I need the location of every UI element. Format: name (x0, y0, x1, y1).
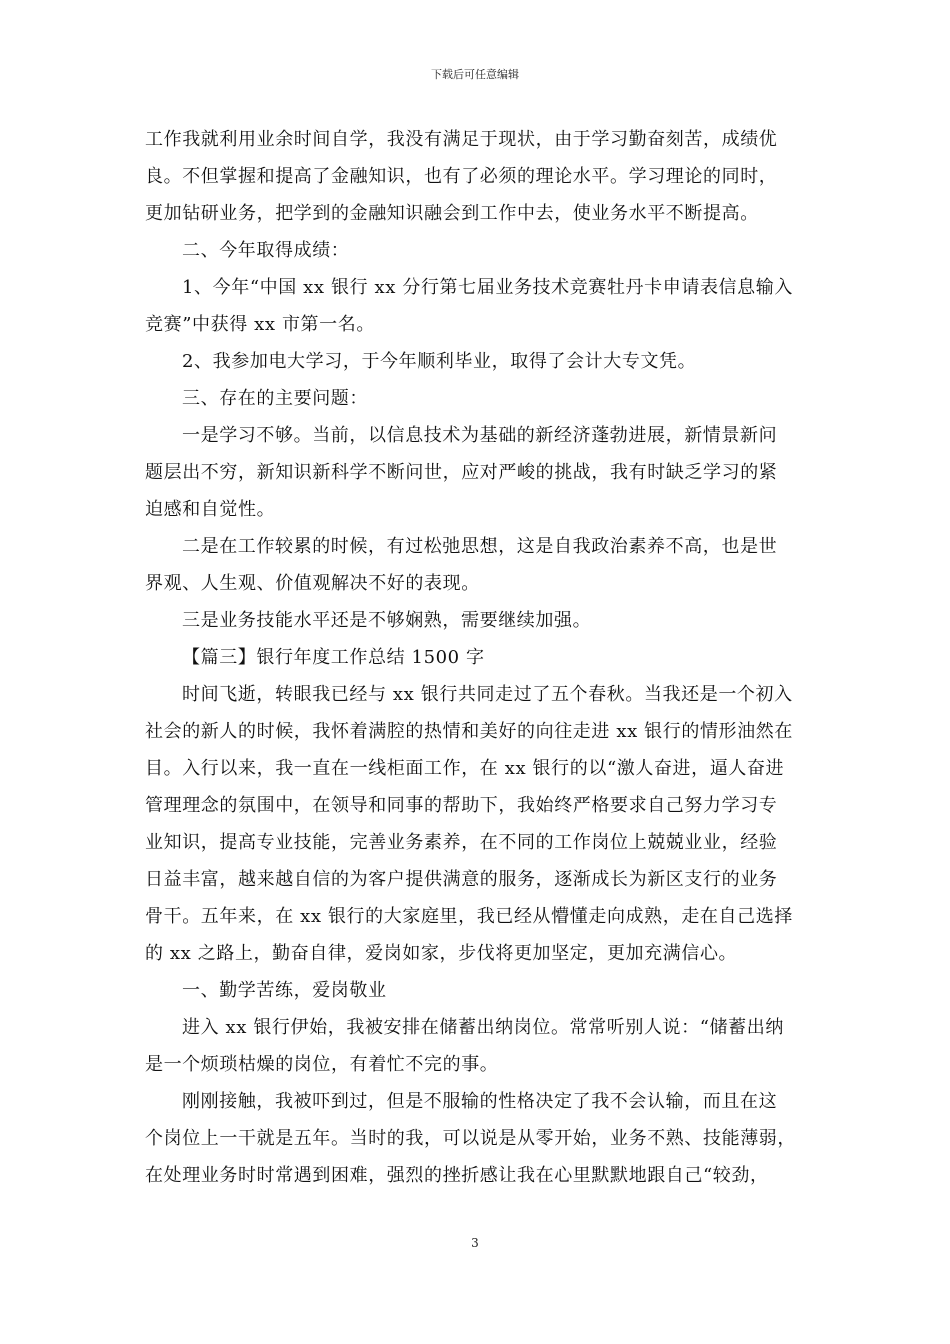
text-line: 业知识，提高专业技能，完善业务素养，在不同的工作岗位上兢兢业业，经验 (145, 832, 778, 853)
page-header: 下载后可任意编辑 (431, 68, 519, 81)
text-line: 在处理业务时时常遇到困难，强烈的挫折感让我在心里默默地跟自己“较劲， (145, 1165, 769, 1186)
text-line: 管理理念的氛围中，在领导和同事的帮助下，我始终严格要求自己努力学习专 (145, 795, 778, 816)
section-heading: 三、存在的主要问题： (182, 388, 368, 409)
text-line: 更加钻研业务，把学到的金融知识融会到工作中去，使业务水平不断提高。 (145, 203, 759, 224)
text-line: 迫感和自觉性。 (145, 499, 276, 520)
text-line: 2、我参加电大学习，于今年顺利毕业，取得了会计大专文凭。 (182, 351, 697, 372)
document-body (145, 121, 809, 1194)
text-line: 良。不但掌握和提高了金融知识，也有了必须的理论水平。学习理论的同时， (145, 166, 778, 187)
section-heading: 二、今年取得成绩： (182, 240, 350, 261)
section-heading: 一、勤学苦练，爱岗敬业 (182, 980, 387, 1001)
text-line: 进入 xx 银行伊始，我被安排在储蓄出纳岗位。常常听别人说：“储蓄出纳 (182, 1017, 784, 1038)
text-line: 骨干。五年来，在 xx 银行的大家庭里，我已经从懵懂走向成熟，走在自己选择 (145, 906, 793, 927)
text-line: 是一个烦琐枯燥的岗位，有着忙不完的事。 (145, 1054, 499, 1075)
text-line: 界观、人生观、价值观解决不好的表现。 (145, 573, 480, 594)
page-number: 3 (471, 1236, 479, 1250)
text-line: 时间飞逝，转眼我已经与 xx 银行共同走过了五个春秋。当我还是一个初入 (182, 684, 793, 705)
text-line: 题层出不穷，新知识新科学不断问世，应对严峻的挑战，我有时缺乏学习的紧 (145, 462, 778, 483)
text-line: 日益丰富，越来越自信的为客户提供满意的服务，逐渐成长为新区支行的业务 (145, 869, 778, 890)
text-line: 个岗位上一干就是五年。当时的我，可以说是从零开始，业务不熟、技能薄弱， (145, 1128, 796, 1149)
text-line: 一是学习不够。当前，以信息技术为基础的新经济蓬勃进展，新情景新问 (182, 425, 778, 446)
text-line: 二是在工作较累的时候，有过松弛思想，这是自我政治素养不高，也是世 (182, 536, 778, 557)
text-line: 工作我就利用业余时间自学，我没有满足于现状，由于学习勤奋刻苦，成绩优 (145, 129, 778, 150)
text-line: 社会的新人的时候，我怀着满腔的热情和美好的向往走进 xx 银行的情形油然在 (145, 721, 793, 742)
text-line: 竞赛”中获得 xx 市第一名。 (145, 314, 375, 335)
text-line: 的 xx 之路上，勤奋自律，爱岗如家，步伐将更加坚定，更加充满信心。 (145, 943, 738, 964)
text-line: 刚刚接触，我被吓到过，但是不服输的性格决定了我不会认输，而且在这 (182, 1091, 778, 1112)
article-title: 【篇三】银行年度工作总结 1500 字 (182, 647, 485, 668)
text-line: 1、今年“中国 xx 银行 xx 分行第七届业务技术竞赛牡丹卡申请表信息输入 (182, 277, 793, 298)
text-line: 目。入行以来，我一直在一线柜面工作，在 xx 银行的以“激人奋进，逼人奋进 (145, 758, 785, 779)
text-line: 三是业务技能水平还是不够娴熟，需要继续加强。 (182, 610, 592, 631)
